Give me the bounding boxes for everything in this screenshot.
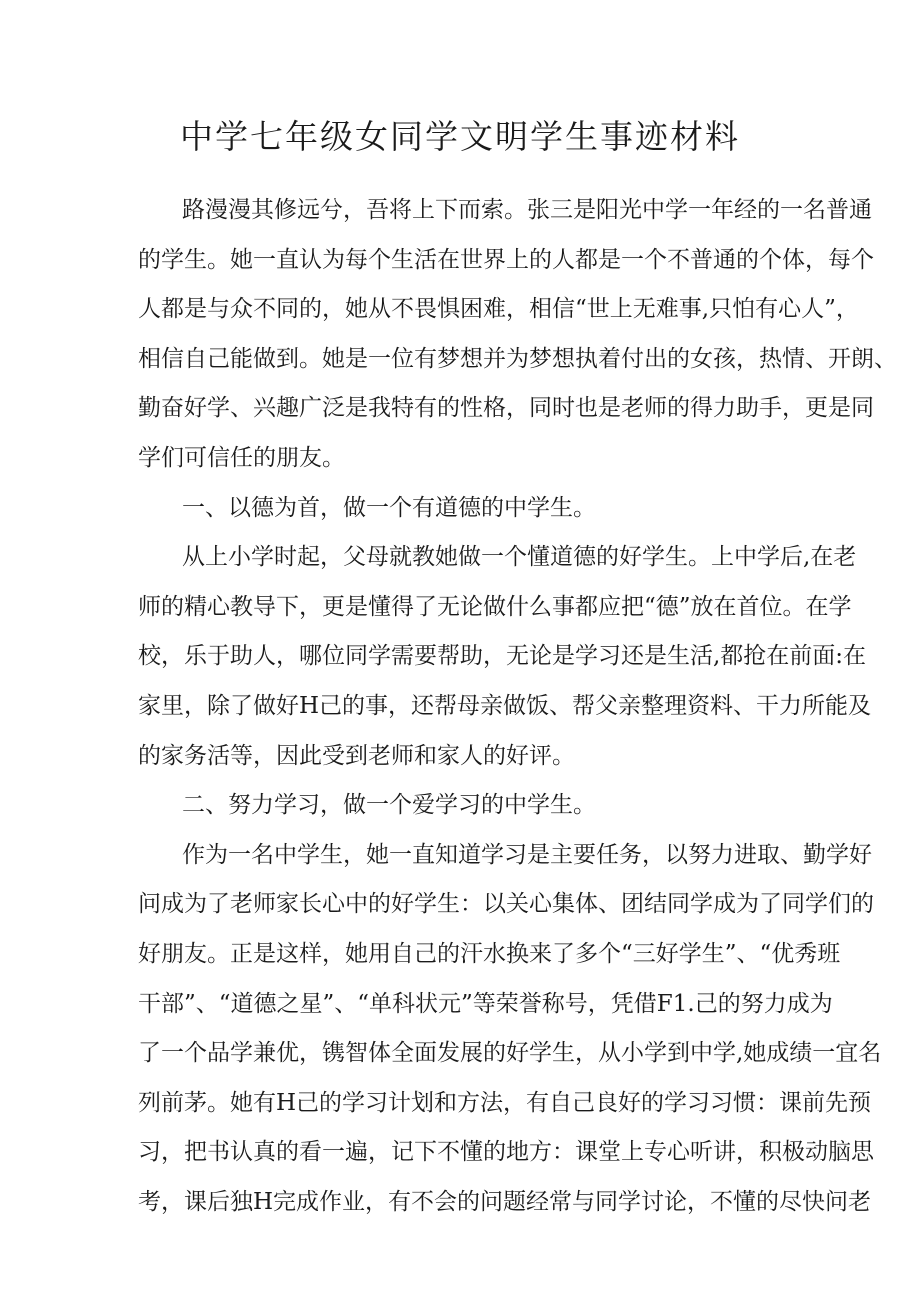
paragraph-line: 从上小学时起，父母就教她做一个懂道德的好学生。上中学后,在老 bbox=[182, 544, 857, 571]
paragraph-line: 习，把书认真的看一遍，记下不懂的地方：课堂上专心听讲，积极动脑思 bbox=[138, 1139, 874, 1166]
paragraph-line: 好朋友。正是这样，她用自己的汗水换来了多个“三好学生”、“优秀班 bbox=[138, 940, 841, 967]
paragraph-line: 干部”、“道德之星”、“单科状元”等荣誉称号，凭借F1.己的努力成为 bbox=[138, 990, 833, 1017]
paragraph-line: 问成为了老师家长心中的好学生：以关心集体、团结同学成为了同学们的 bbox=[138, 891, 874, 918]
paragraph-line: 勤奋好学、兴趣广泛是我特有的性格，同时也是老师的得力助手，更是同 bbox=[138, 395, 874, 422]
section-heading-1: 一、以德为首，做一个有道德的中学生。 bbox=[182, 494, 596, 521]
paragraph-line: 家里，除了做好H己的事，还帮母亲做饭、帮父亲整理资料、干力所能及 bbox=[138, 692, 872, 719]
paragraph-line: 校，乐于助人，哪位同学需要帮助，无论是学习还是生活,都抢在前面:在 bbox=[138, 643, 867, 670]
section-heading-2: 二、努力学习，做一个爱学习的中学生。 bbox=[182, 792, 596, 819]
page-title: 中学七年级女同学文明学生事迹材料 bbox=[180, 117, 740, 156]
paragraph-line: 考，课后独H完成作业，有不会的问题经常与同学讨论，不懂的尽快问老 bbox=[138, 1188, 872, 1215]
paragraph-line: 路漫漫其修远兮，吾将上下而索。张三是阳光中学一年经的一名普通 bbox=[182, 197, 872, 223]
paragraph-line: 相信自己能做到。她是一位有梦想并为梦想执着付出的女孩，热情、开朗、 bbox=[138, 345, 897, 372]
paragraph-line: 人都是与众不同的，她从不畏惧困难，相信“世上无难事,只怕有心人”， bbox=[138, 296, 859, 323]
paragraph-line: 的家务活等，因此受到老师和家人的好评。 bbox=[138, 742, 575, 769]
paragraph-line: 列前茅。她有H己的学习计划和方法，有自己良好的学习习惯：课前先预 bbox=[138, 1089, 872, 1116]
paragraph-line: 学们可信任的朋友。 bbox=[138, 444, 345, 471]
paragraph-line: 了一个品学兼优，镌智体全面发展的好学生，从小学到中学,她成绩一宜名 bbox=[138, 1040, 882, 1067]
document-body bbox=[138, 186, 897, 1227]
paragraph-line: 师的精心教导下，更是懂得了无论做什么事都应把“德”放在首位。在学 bbox=[138, 593, 852, 620]
paragraph-line: 的学生。她一直认为每个生活在世界上的人都是一个不普通的个体，每个 bbox=[138, 246, 874, 273]
paragraph-line: 作为一名中学生，她一直知道学习是主要任务，以努力进取、勤学好 bbox=[182, 841, 872, 868]
